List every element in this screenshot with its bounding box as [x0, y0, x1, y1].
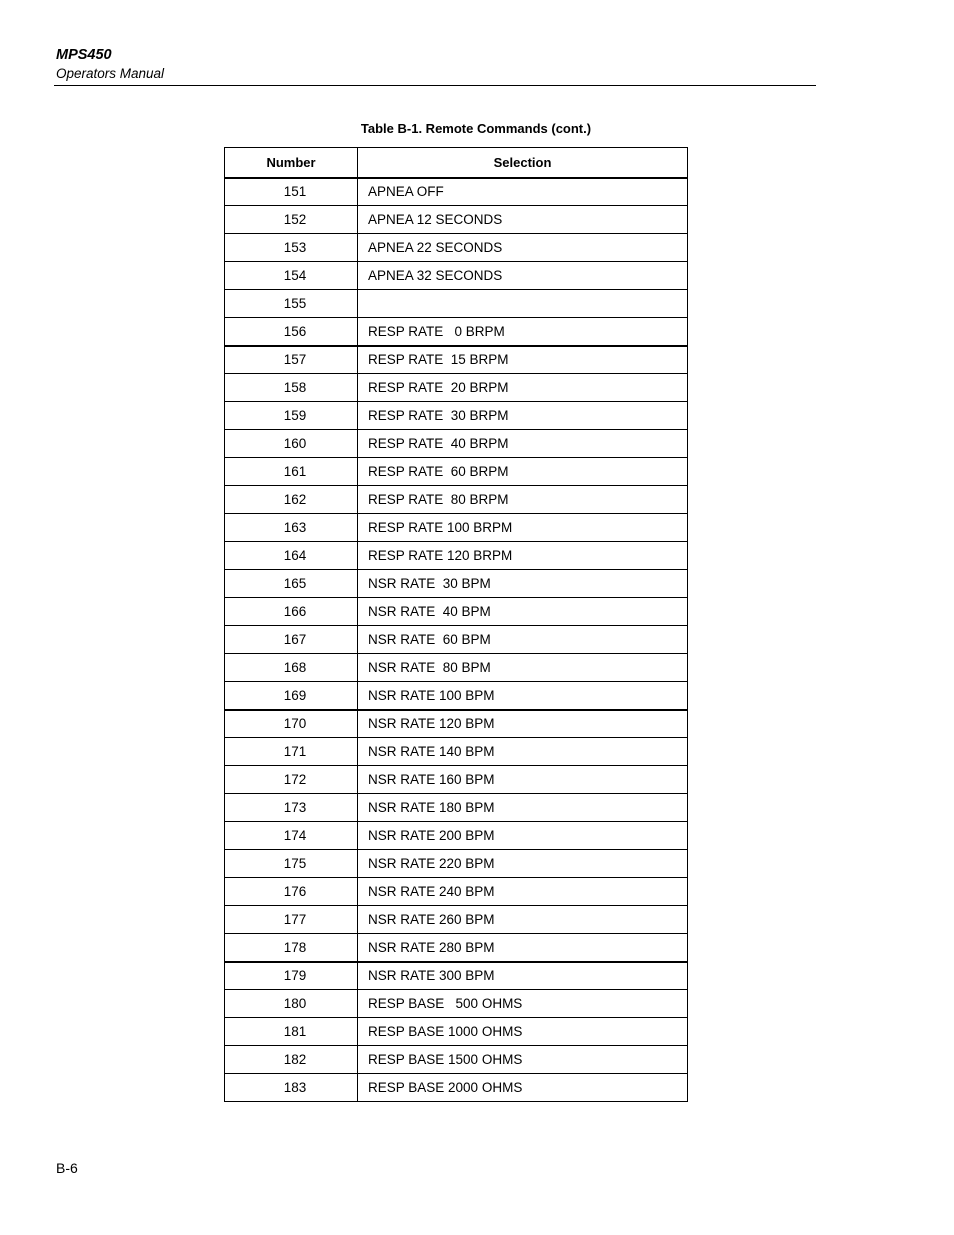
command-selection: RESP BASE 2000 OHMS	[358, 1074, 688, 1102]
table-row	[225, 234, 688, 262]
command-number: 161	[225, 458, 358, 486]
command-selection: RESP RATE 0 BRPM	[358, 318, 688, 346]
table-row	[225, 766, 688, 794]
document-subtitle: Operators Manual	[56, 66, 165, 81]
command-selection	[358, 290, 688, 318]
command-selection: NSR RATE 260 BPM	[358, 906, 688, 934]
table-row	[225, 374, 688, 402]
command-number: 170	[225, 710, 358, 738]
command-selection: NSR RATE 80 BPM	[358, 654, 688, 682]
command-selection: NSR RATE 30 BPM	[358, 570, 688, 598]
command-selection: RESP RATE 100 BRPM	[358, 514, 688, 542]
table-row	[225, 598, 688, 626]
table-row	[225, 178, 688, 206]
header-divider	[54, 85, 816, 86]
command-selection: RESP RATE 15 BRPM	[358, 346, 688, 374]
table-row	[225, 1018, 688, 1046]
table-row	[225, 738, 688, 766]
remote-commands-table	[224, 147, 688, 1102]
command-number: 179	[225, 962, 358, 990]
command-number: 166	[225, 598, 358, 626]
table-row	[225, 206, 688, 234]
command-selection: RESP RATE 80 BRPM	[358, 486, 688, 514]
column-header-selection: Selection	[358, 148, 688, 178]
command-selection: NSR RATE 240 BPM	[358, 878, 688, 906]
table-row	[225, 430, 688, 458]
table-row	[225, 934, 688, 962]
command-number: 151	[225, 178, 358, 206]
command-selection: RESP RATE 30 BRPM	[358, 402, 688, 430]
command-number: 167	[225, 626, 358, 654]
command-selection: NSR RATE 60 BPM	[358, 626, 688, 654]
table-row	[225, 682, 688, 710]
command-number: 172	[225, 766, 358, 794]
command-number: 178	[225, 934, 358, 962]
command-number: 158	[225, 374, 358, 402]
table-row	[225, 346, 688, 374]
table-row	[225, 850, 688, 878]
command-selection: NSR RATE 100 BPM	[358, 682, 688, 710]
command-number: 173	[225, 794, 358, 822]
table-row	[225, 1074, 688, 1102]
command-number: 182	[225, 1046, 358, 1074]
command-number: 155	[225, 290, 358, 318]
command-number: 176	[225, 878, 358, 906]
command-number: 159	[225, 402, 358, 430]
command-number: 157	[225, 346, 358, 374]
command-selection: APNEA 22 SECONDS	[358, 234, 688, 262]
command-number: 175	[225, 850, 358, 878]
table-header-row	[225, 148, 688, 178]
table-caption: Table B-1. Remote Commands (cont.)	[360, 121, 592, 136]
command-selection: RESP BASE 1500 OHMS	[358, 1046, 688, 1074]
command-number: 180	[225, 990, 358, 1018]
page-number: B-6	[56, 1160, 78, 1176]
command-number: 171	[225, 738, 358, 766]
table-body	[225, 178, 688, 1102]
command-selection: NSR RATE 280 BPM	[358, 934, 688, 962]
command-selection: RESP RATE 40 BRPM	[358, 430, 688, 458]
table-row	[225, 906, 688, 934]
command-selection: NSR RATE 200 BPM	[358, 822, 688, 850]
table-row	[225, 710, 688, 738]
table-row	[225, 514, 688, 542]
table-row	[225, 878, 688, 906]
table-row	[225, 990, 688, 1018]
document-title: MPS450	[56, 47, 112, 63]
command-number: 168	[225, 654, 358, 682]
table-row	[225, 570, 688, 598]
command-selection: NSR RATE 120 BPM	[358, 710, 688, 738]
table-row	[225, 458, 688, 486]
command-selection: RESP RATE 20 BRPM	[358, 374, 688, 402]
command-selection: NSR RATE 220 BPM	[358, 850, 688, 878]
command-selection: NSR RATE 140 BPM	[358, 738, 688, 766]
command-number: 153	[225, 234, 358, 262]
command-number: 177	[225, 906, 358, 934]
table-row	[225, 402, 688, 430]
command-number: 160	[225, 430, 358, 458]
command-selection: APNEA 12 SECONDS	[358, 206, 688, 234]
table-row	[225, 626, 688, 654]
page-header	[56, 46, 816, 83]
command-selection: RESP RATE 120 BRPM	[358, 542, 688, 570]
command-number: 154	[225, 262, 358, 290]
table-row	[225, 654, 688, 682]
command-number: 152	[225, 206, 358, 234]
table-row	[225, 262, 688, 290]
column-header-number: Number	[225, 148, 358, 178]
command-number: 183	[225, 1074, 358, 1102]
table-row	[225, 822, 688, 850]
command-selection: RESP BASE 1000 OHMS	[358, 1018, 688, 1046]
command-selection: NSR RATE 160 BPM	[358, 766, 688, 794]
command-number: 163	[225, 514, 358, 542]
command-selection: APNEA 32 SECONDS	[358, 262, 688, 290]
table-row	[225, 794, 688, 822]
command-number: 165	[225, 570, 358, 598]
table-row	[225, 1046, 688, 1074]
command-number: 174	[225, 822, 358, 850]
table-row	[225, 962, 688, 990]
command-selection: NSR RATE 40 BPM	[358, 598, 688, 626]
table-row	[225, 290, 688, 318]
command-selection: NSR RATE 180 BPM	[358, 794, 688, 822]
command-number: 181	[225, 1018, 358, 1046]
command-selection: RESP RATE 60 BRPM	[358, 458, 688, 486]
table-row	[225, 542, 688, 570]
command-selection: NSR RATE 300 BPM	[358, 962, 688, 990]
command-number: 162	[225, 486, 358, 514]
command-number: 169	[225, 682, 358, 710]
command-number: 156	[225, 318, 358, 346]
table-row	[225, 318, 688, 346]
command-selection: RESP BASE 500 OHMS	[358, 990, 688, 1018]
command-number: 164	[225, 542, 358, 570]
table-row	[225, 486, 688, 514]
command-selection: APNEA OFF	[358, 178, 688, 206]
